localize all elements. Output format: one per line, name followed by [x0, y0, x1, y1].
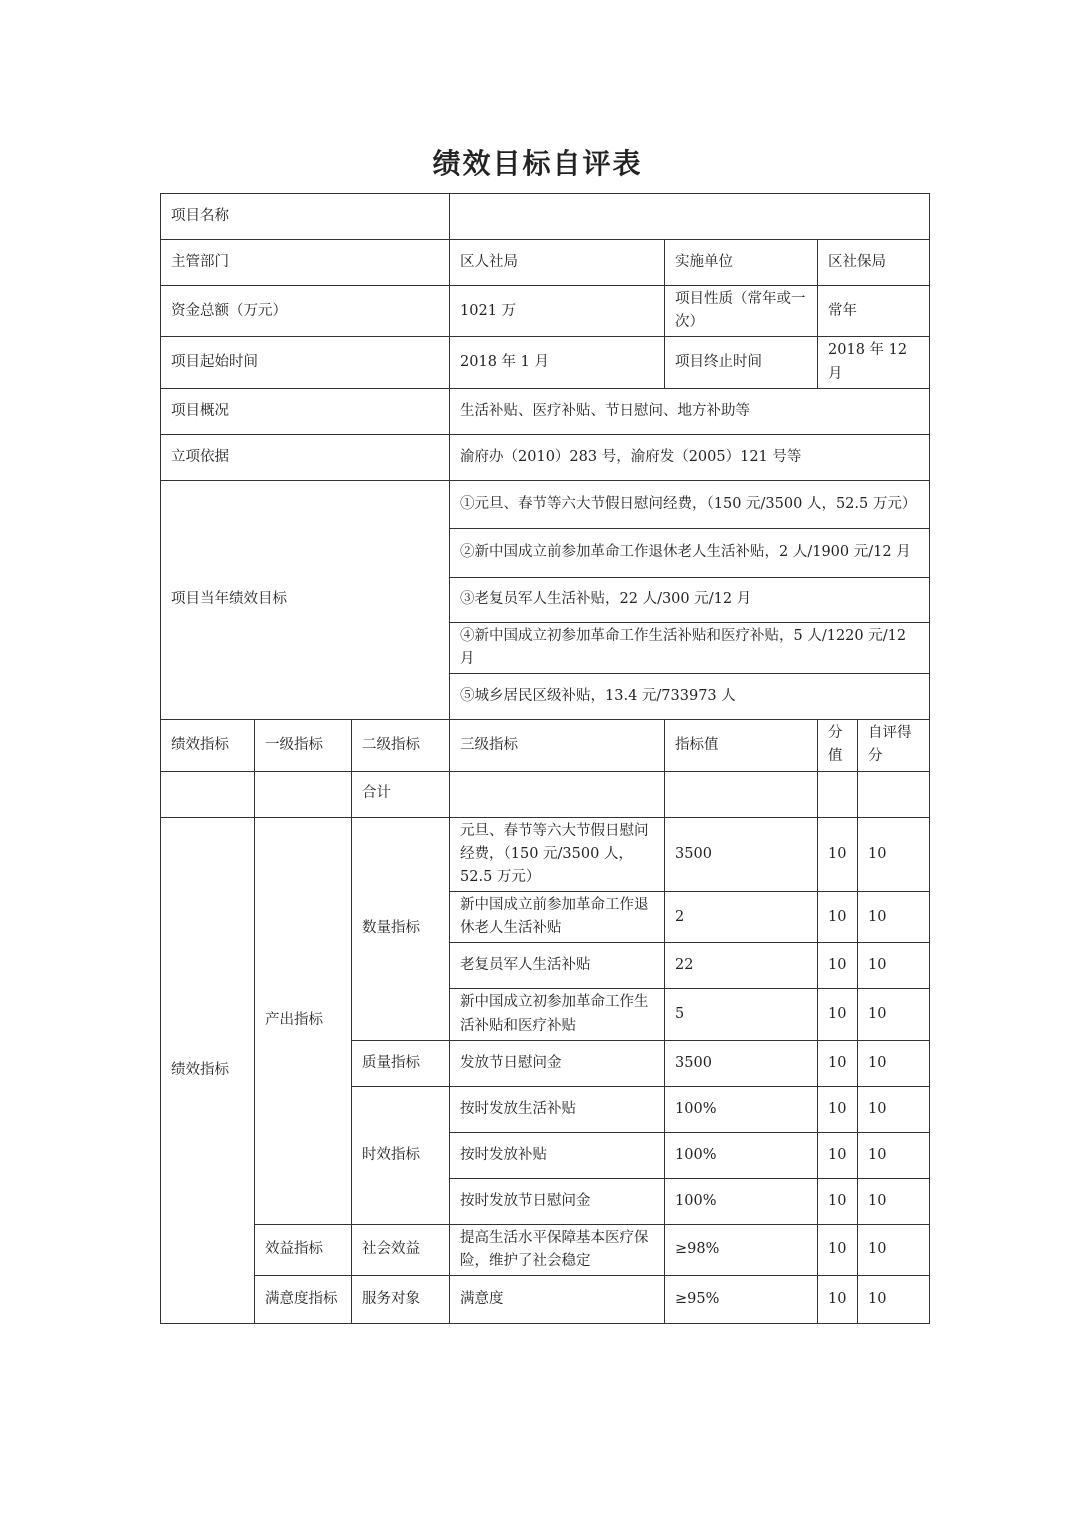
indicator-value: 5 [665, 989, 818, 1040]
indicator-score: 10 [818, 1276, 858, 1324]
total-empty [450, 771, 665, 817]
header-self-score: 自评得分 [858, 720, 930, 771]
page-title: 绩效目标自评表 [432, 147, 643, 180]
indicator-value: ≥95% [665, 1276, 818, 1324]
overview-value: 生活补贴、医疗补贴、节日慰问、地方补助等 [450, 388, 930, 434]
indicator-self-score: 10 [858, 892, 930, 943]
row-department [161, 240, 930, 286]
project-name-value [450, 194, 930, 240]
indicator-value: ≥98% [665, 1224, 818, 1275]
indicator-self-score: 10 [858, 817, 930, 892]
basis-value: 渝府办（2010）283 号，渝府发（2005）121 号等 [450, 434, 930, 480]
level2-timeliness: 时效指标 [352, 1086, 450, 1224]
level2-service: 服务对象 [352, 1276, 450, 1324]
header-level2: 二级指标 [352, 720, 450, 771]
department-value: 区人社局 [450, 240, 665, 286]
row-project-name [161, 194, 930, 240]
indicator-name: 老复员军人生活补贴 [450, 943, 665, 989]
goal-item: ④新中国成立初参加革命工作生活补贴和医疗补贴，5 人/1220 元/12 月 [450, 622, 930, 673]
indicator-name: 按时发放节日慰问金 [450, 1178, 665, 1224]
department-label: 主管部门 [161, 240, 450, 286]
total-empty [858, 771, 930, 817]
indicator-name: 按时发放补贴 [450, 1132, 665, 1178]
goal-item: ②新中国成立前参加革命工作退休老人生活补贴，2 人/1900 元/12 月 [450, 528, 930, 577]
nature-label: 项目性质（常年或一次） [665, 286, 818, 337]
funds-value: 1021 万 [450, 286, 665, 337]
indicator-score: 10 [818, 1040, 858, 1086]
row-period [161, 337, 930, 388]
indicator-score: 10 [818, 1086, 858, 1132]
project-name-label: 项目名称 [161, 194, 450, 240]
indicator-name: 发放节日慰问金 [450, 1040, 665, 1086]
header-level3: 三级指标 [450, 720, 665, 771]
funds-label: 资金总额（万元） [161, 286, 450, 337]
indicator-self-score: 10 [858, 989, 930, 1040]
indicator-score: 10 [818, 817, 858, 892]
start-value: 2018 年 1 月 [450, 337, 665, 388]
total-empty [161, 771, 255, 817]
level1-satisfaction: 满意度指标 [255, 1276, 352, 1324]
implementer-label: 实施单位 [665, 240, 818, 286]
header-value: 指标值 [665, 720, 818, 771]
indicator-value: 100% [665, 1132, 818, 1178]
indicator-name: 提高生活水平保障基本医疗保险，维护了社会稳定 [450, 1224, 665, 1275]
indicator-name: 满意度 [450, 1276, 665, 1324]
basis-label: 立项依据 [161, 434, 450, 480]
indicator-self-score: 10 [858, 1276, 930, 1324]
header-score: 分值 [818, 720, 858, 771]
indicator-self-score: 10 [858, 943, 930, 989]
goal-item: ⑤城乡居民区级补贴，13.4 元/733973 人 [450, 674, 930, 720]
level1-output: 产出指标 [255, 817, 352, 1224]
table-row [161, 1224, 930, 1275]
table-row [161, 1276, 930, 1324]
row-funds [161, 286, 930, 337]
implementer-value: 区社保局 [818, 240, 930, 286]
indicator-score: 10 [818, 1178, 858, 1224]
nature-value: 常年 [818, 286, 930, 337]
indicator-name: 元旦、春节等六大节假日慰问经费，（150 元/3500 人，52.5 万元） [450, 817, 665, 892]
row-header [161, 720, 930, 771]
end-value: 2018 年 12 月 [818, 337, 930, 388]
indicator-self-score: 10 [858, 1086, 930, 1132]
indicator-name: 按时发放生活补贴 [450, 1086, 665, 1132]
end-label: 项目终止时间 [665, 337, 818, 388]
indicator-name: 新中国成立初参加革命工作生活补贴和医疗补贴 [450, 989, 665, 1040]
evaluation-table [160, 193, 930, 1324]
indicator-self-score: 10 [858, 1132, 930, 1178]
header-level1: 一级指标 [255, 720, 352, 771]
perf-label: 绩效指标 [161, 817, 255, 1324]
row-overview [161, 388, 930, 434]
indicator-value: 2 [665, 892, 818, 943]
row-total [161, 771, 930, 817]
indicator-value: 100% [665, 1178, 818, 1224]
indicator-score: 10 [818, 989, 858, 1040]
total-empty [665, 771, 818, 817]
indicator-self-score: 10 [858, 1040, 930, 1086]
indicator-value: 100% [665, 1086, 818, 1132]
total-label: 合计 [352, 771, 450, 817]
indicator-self-score: 10 [858, 1178, 930, 1224]
header-perf: 绩效指标 [161, 720, 255, 771]
level2-quantity: 数量指标 [352, 817, 450, 1040]
indicator-score: 10 [818, 1224, 858, 1275]
level2-social: 社会效益 [352, 1224, 450, 1275]
indicator-name: 新中国成立前参加革命工作退休老人生活补贴 [450, 892, 665, 943]
total-empty [255, 771, 352, 817]
goal-item: ①元旦、春节等六大节假日慰问经费，（150 元/3500 人，52.5 万元） [450, 480, 930, 528]
indicator-score: 10 [818, 1132, 858, 1178]
level2-quality: 质量指标 [352, 1040, 450, 1086]
indicator-score: 10 [818, 943, 858, 989]
indicator-value: 22 [665, 943, 818, 989]
total-empty [818, 771, 858, 817]
overview-label: 项目概况 [161, 388, 450, 434]
indicator-self-score: 10 [858, 1224, 930, 1275]
level1-benefit: 效益指标 [255, 1224, 352, 1275]
indicator-value: 3500 [665, 1040, 818, 1086]
goal-item: ③老复员军人生活补贴，22 人/300 元/12 月 [450, 577, 930, 622]
row-goal-1 [161, 480, 930, 528]
table-row [161, 817, 930, 892]
goals-label: 项目当年绩效目标 [161, 480, 450, 719]
indicator-score: 10 [818, 892, 858, 943]
row-basis [161, 434, 930, 480]
indicator-value: 3500 [665, 817, 818, 892]
start-label: 项目起始时间 [161, 337, 450, 388]
